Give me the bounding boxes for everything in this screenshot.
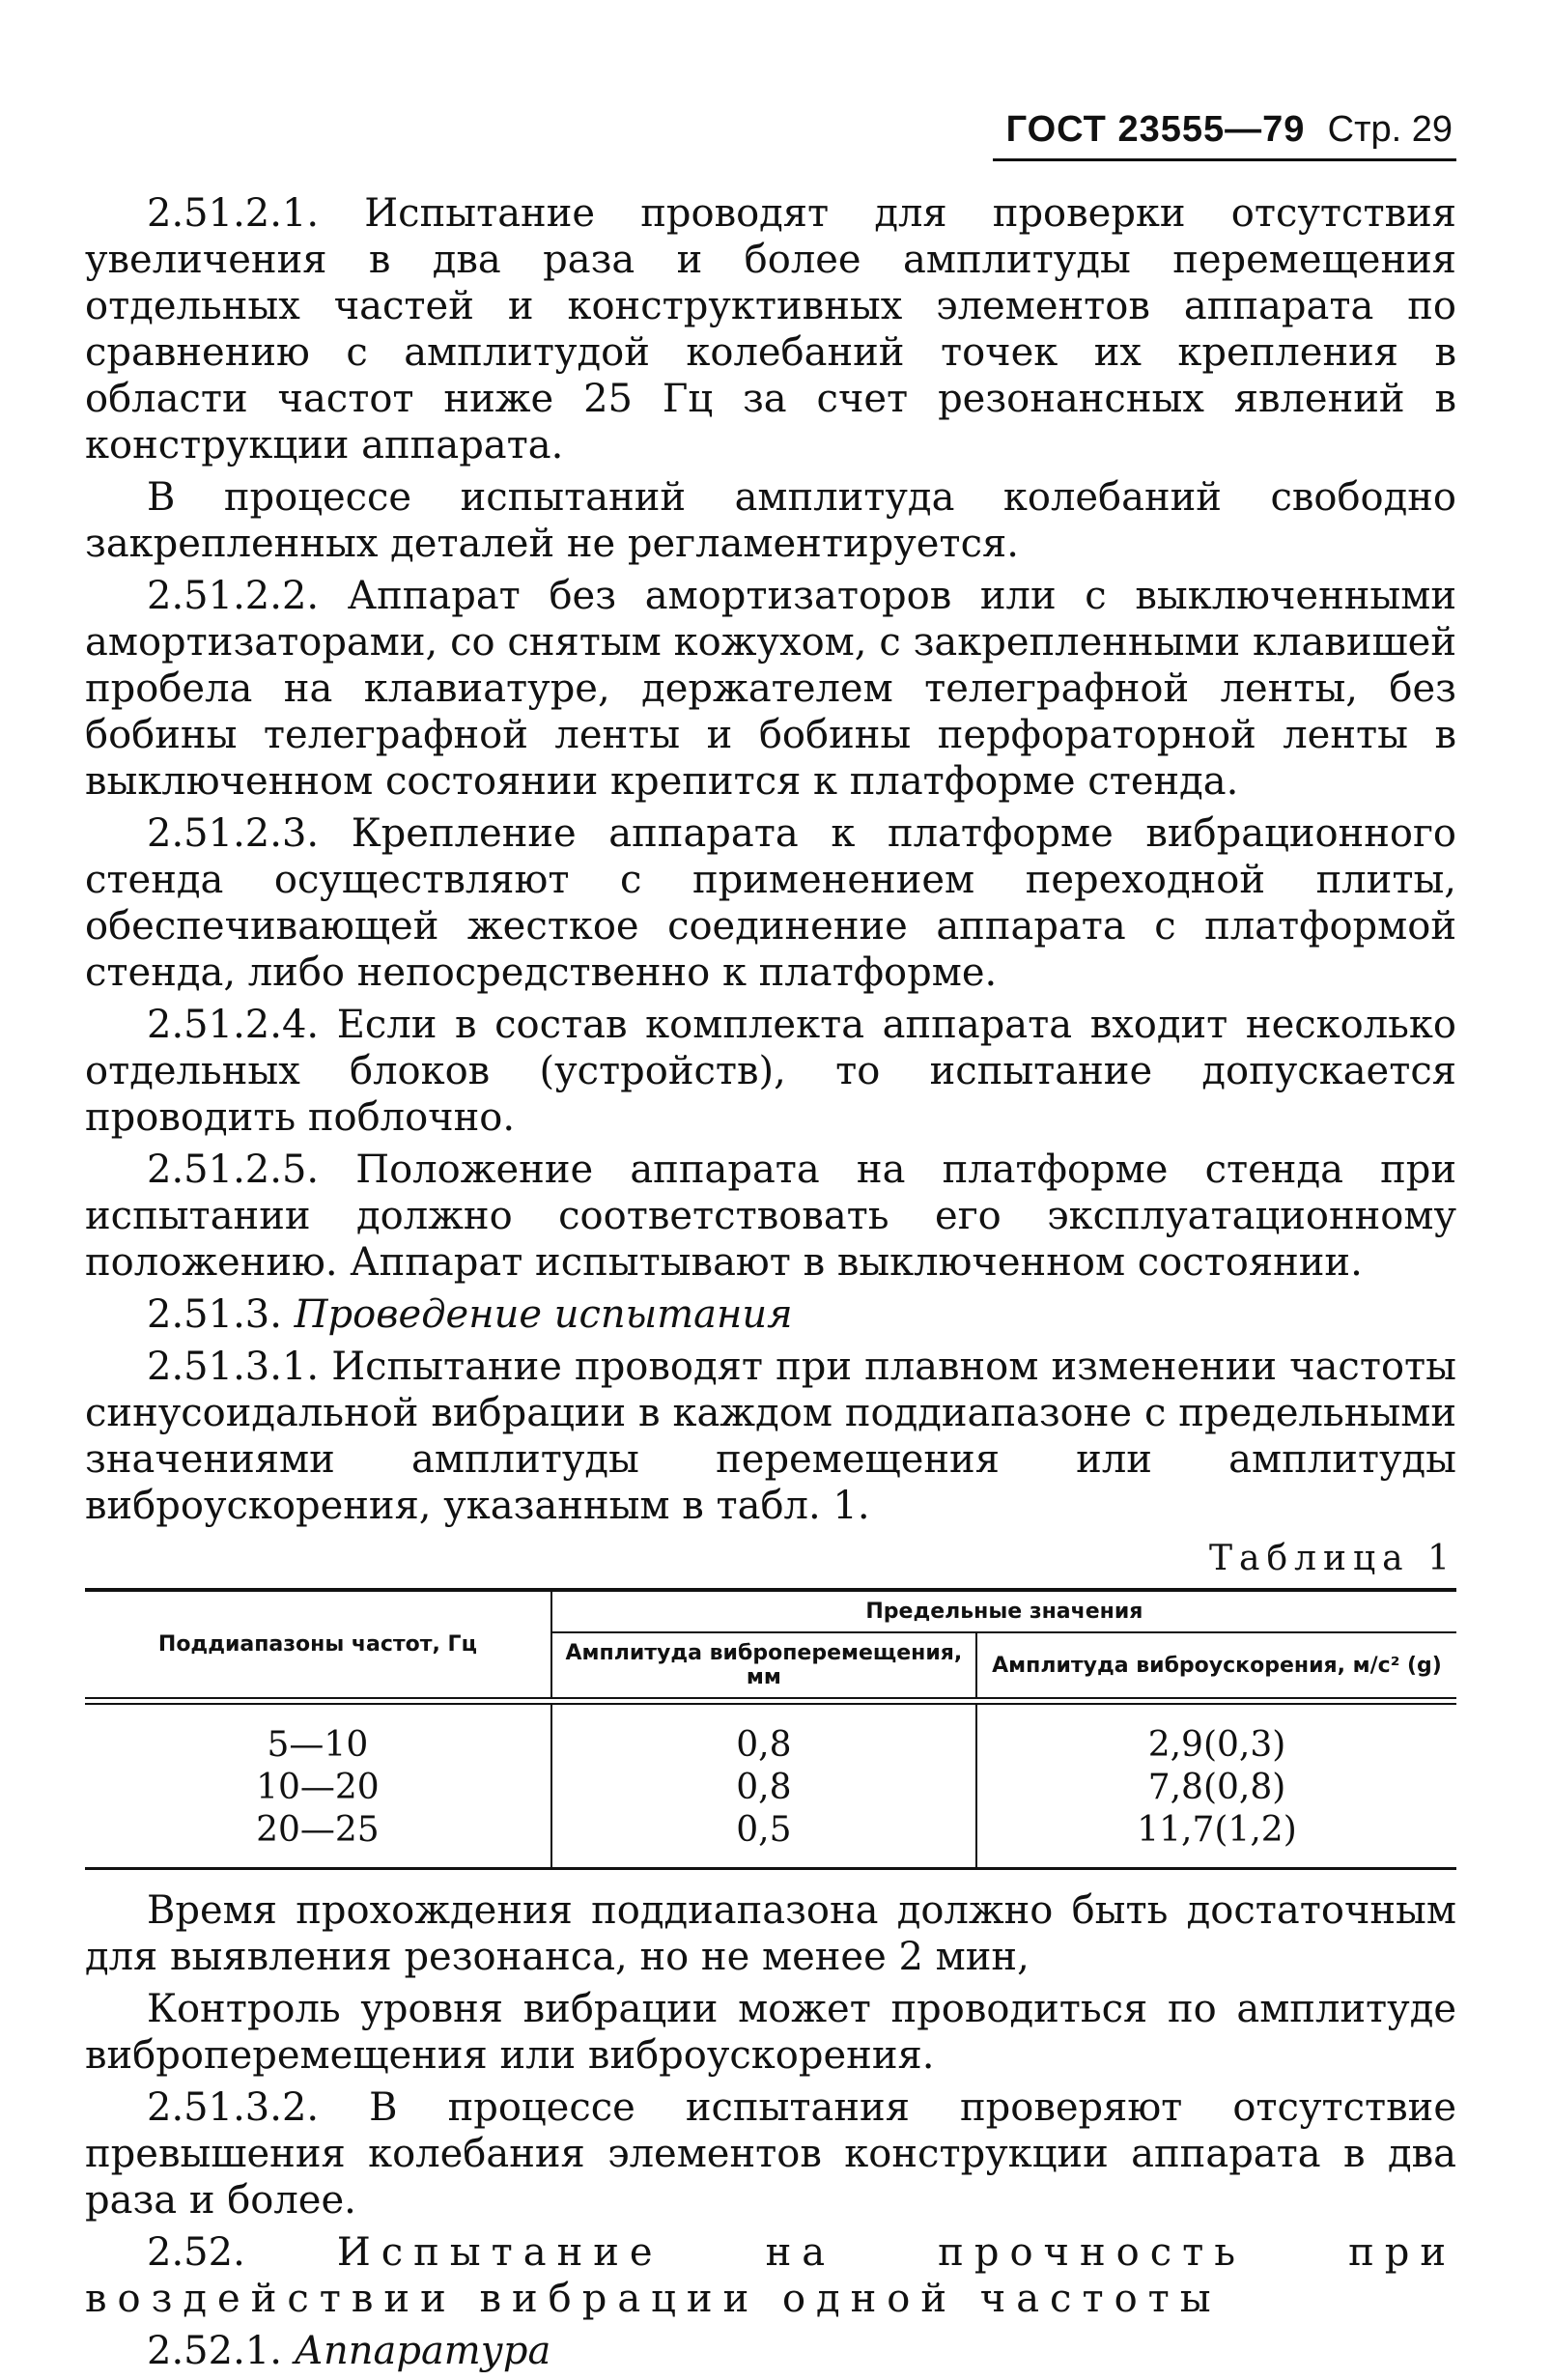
frequency-table	[85, 1588, 1456, 1870]
paragraph-2-51-2-4: 2.51.2.4. Если в состав комплекта аппарата входит несколько отдельных блоков (устройств), то испытание допускается проводить поблочно.	[85, 1003, 1456, 1140]
section-number: 2.52.1.	[147, 2329, 282, 2373]
paragraph-2-51-2-3: 2.51.2.3. Крепление аппарата к платформе вибрационного стенда осуществляют с применением переходной плиты, обеспечивающей жесткое соединение аппарата с платформой стенда, либо непосредственно к платформе.	[85, 811, 1456, 995]
table-row	[85, 1704, 1456, 1767]
page-header	[993, 106, 1456, 161]
section-heading-2-52-1	[85, 2328, 1456, 2374]
section-heading-2-52	[85, 2229, 1456, 2322]
paragraph-2-51-2-1: 2.51.2.1. Испытание проводят для проверки отсутствия увеличения в два раза и более амплитуды перемещения отдельных частей и конструктивных элементов аппарата по сравнению с амплитудой колебаний точек их крепления в области частот ниже 25 Гц за счет резонансных явлений в конструкции аппарата.	[85, 191, 1456, 468]
header-frequency: Поддиапазоны частот, Гц	[157, 1632, 477, 1657]
section-number: 2.51.3.	[147, 1292, 282, 1337]
cell-displacement: 0,5	[551, 1809, 976, 1869]
header-limit-values: Предельные значения	[551, 1592, 1456, 1632]
cell-acceleration: 7,8(0,8)	[976, 1767, 1456, 1809]
cell-acceleration: 2,9(0,3)	[976, 1704, 1456, 1767]
cell-displacement: 0,8	[551, 1767, 976, 1809]
section-number: 2.52.	[147, 2230, 245, 2275]
cell-frequency: 10—20	[256, 1768, 380, 1807]
page-number: Стр. 29	[1327, 109, 1453, 150]
section-title: Аппаратура	[294, 2329, 551, 2373]
cell-frequency: 20—25	[256, 1810, 380, 1850]
cell-frequency: 5—10	[267, 1725, 369, 1765]
section-title: Проведение испытания	[294, 1292, 793, 1337]
paragraph-2-51-2-5: 2.51.2.5. Положение аппарата на платформе стенда при испытании должно соответствовать его эксплуатационному положению. Аппарат испытывают в выключенном состоянии.	[85, 1148, 1456, 1285]
paragraph-vibration-control: Контроль уровня вибрации может проводиться по амплитуде виброперемещения или виброускорения.	[85, 1987, 1456, 2078]
paragraph-amplitude-note: В процессе испытаний амплитуда колебаний свободно закрепленных деталей не регламентируется.	[85, 475, 1456, 566]
body-text	[85, 190, 1456, 2374]
paragraph-2-51-2-2: 2.51.2.2. Аппарат без амортизаторов или с выключенными амортизаторами, со снятым кожухом, с закрепленными клавишей пробела на клавиатуре, держателем телеграфной ленты, без бобины телеграфной ленты и бобины перфораторной ленты в выключенном состоянии крепится к платформе стенда.	[85, 574, 1456, 804]
header-displacement: Амплитуда виброперемещения, мм	[551, 1632, 976, 1698]
table-caption: Таблица 1	[1209, 1539, 1456, 1578]
document-page	[85, 106, 1456, 2380]
paragraph-2-51-3-1: 2.51.3.1. Испытание проводят при плавном изменении частоты синусоидальной вибрации в каждом поддиапазоне с предельными значениями амплитуды перемещения или амплитуды виброускорения, указанным в табл. 1.	[85, 1345, 1456, 1528]
table-row	[85, 1767, 1456, 1809]
standard-number: ГОСТ 23555—79	[1005, 109, 1306, 150]
section-heading-2-51-3	[85, 1291, 1456, 1338]
cell-acceleration: 11,7(1,2)	[976, 1809, 1456, 1869]
header-acceleration: Амплитуда виброускорения, м/с² (g)	[976, 1632, 1456, 1698]
paragraph-2-51-3-2: 2.51.3.2. В процессе испытания проверяют отсутствие превышения колебания элементов конструкции аппарата в два раза и более.	[85, 2085, 1456, 2223]
table-header-row	[85, 1592, 1456, 1632]
cell-displacement: 0,8	[551, 1704, 976, 1767]
paragraph-subrange-time: Время прохождения поддиапазона должно быть достаточным для выявления резонанса, но не менее 2 мин,	[85, 1888, 1456, 1979]
table-row	[85, 1809, 1456, 1869]
section-title: Испытание на прочность при воздействии вибрации одной частоты	[85, 2230, 1456, 2321]
